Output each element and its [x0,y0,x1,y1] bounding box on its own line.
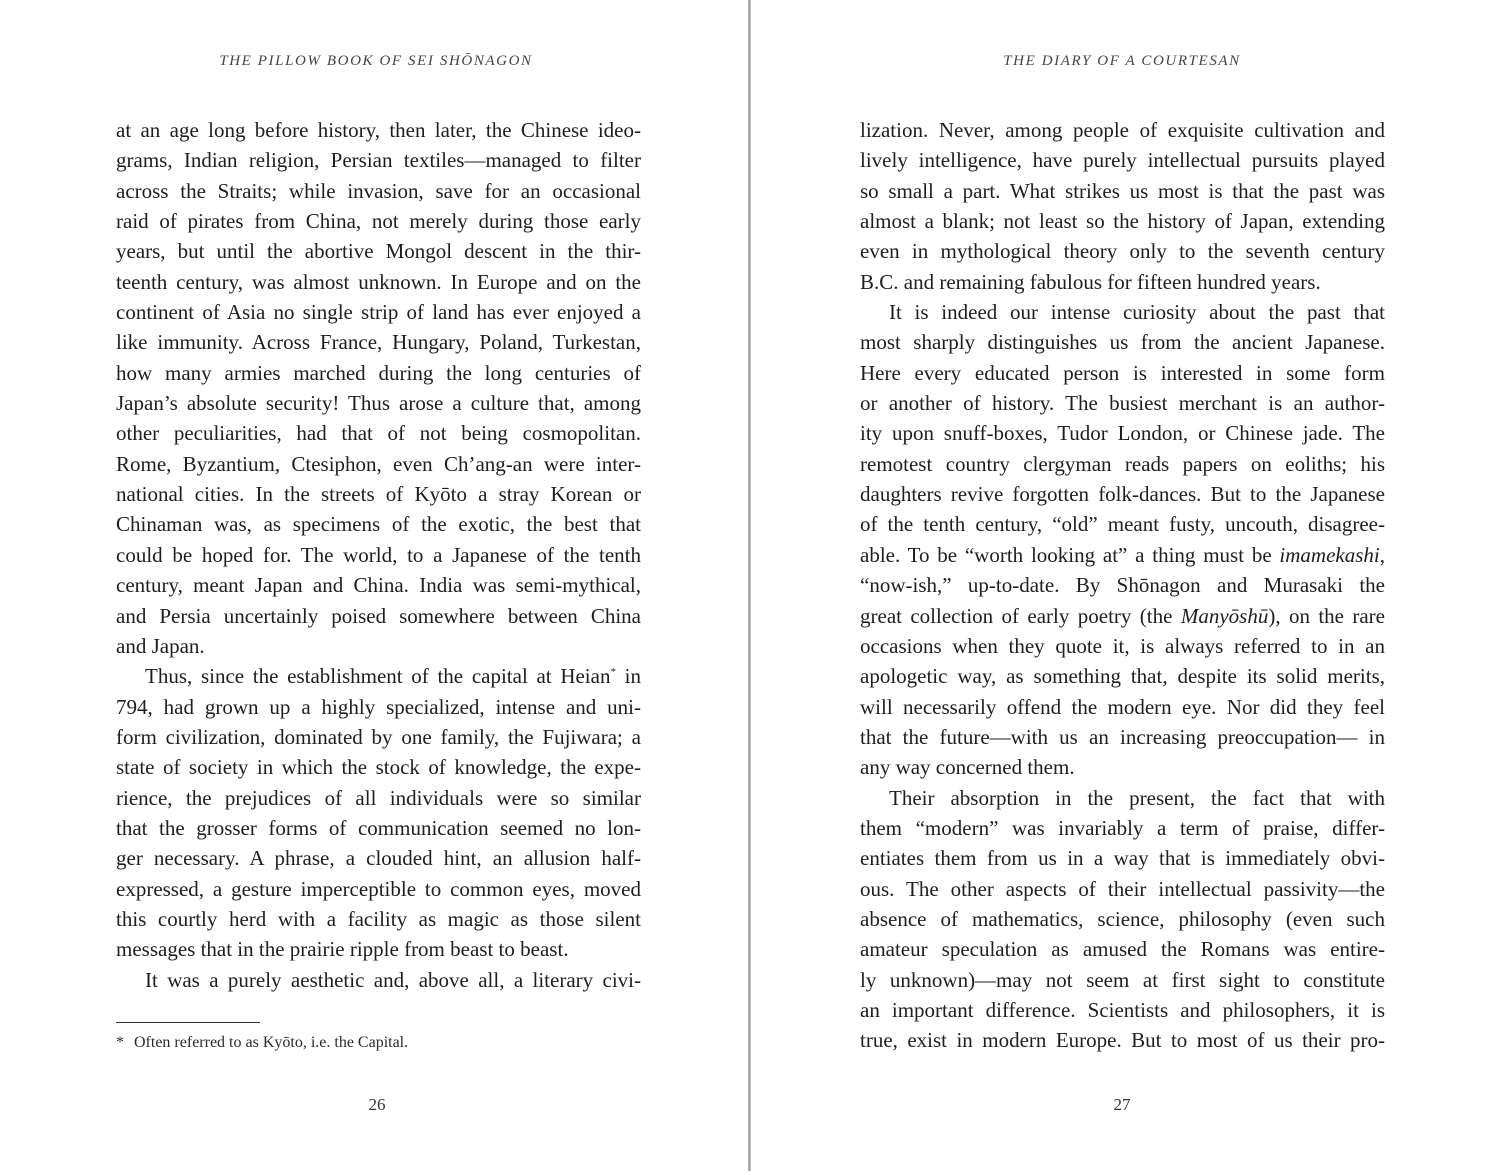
running-head-right: THE DIARY OF A COURTESAN [1003,53,1241,69]
line-text: great collection of early poetry (the [860,603,1181,628]
text-line: teenth century, was almost unknown. In Europe and on the [116,269,641,294]
text-line: state of society in which the stock of knowledge, the expe- [116,755,641,780]
text-line: ly unknown)—may not seem at first sight to constitute [860,967,1385,992]
text-line: Rome, Byzantium, Ctesiphon, even Ch’ang-an were inter- [116,451,641,476]
footnote-reference: * [610,666,616,679]
text-line: Their absorption in the present, the fact that with [889,785,1385,810]
running-head-left: THE PILLOW BOOK OF SEI SHŌNAGON [219,53,533,69]
text-line: B.C. and remaining fabulous for fifteen hundred years. [860,269,1321,294]
text-line: occasions when they quote it, is always referred to in an [860,633,1385,658]
line-text: able. To be “worth looking at” a thing must be [860,542,1280,567]
text-line: at an age long before history, then later, the Chinese ideo- [116,118,641,142]
text-line: ity upon snuff-boxes, Tudor London, or Chinese jade. The [860,421,1385,446]
text-line [860,540,1385,570]
text-line: or another of history. The busiest merchant is an author- [860,391,1385,416]
text-line: any way concerned them. [860,755,1075,780]
text-line: will necessarily offend the modern eye. Nor did they feel [860,694,1385,719]
text-line: remotest country clergyman reads papers on eoliths; his [860,451,1385,476]
line-text-tail: , [1379,542,1385,567]
right-body-text [860,115,1385,1056]
text-line: apologetic way, as something that, despite its solid merits, [860,664,1385,689]
text-line: lization. Never, among people of exquisite cultivation and [860,118,1385,142]
text-line: could be hoped for. The world, to a Japanese of the tenth [116,542,641,567]
text-line: years, but until the abortive Mongol descent in the thir- [116,239,641,264]
text-line: lively intelligence, have purely intellectual pursuits played [860,148,1385,173]
text-line: an important difference. Scientists and philosophers, it is [860,997,1385,1022]
text-line: century, meant Japan and China. India was semi-mythical, [116,573,641,598]
right-page [752,0,1500,1171]
text-line: and Persia uncertainly poised somewhere between China [116,603,641,628]
book-gutter [748,0,751,1171]
text-line: Japan’s absolute security! Thus arose a culture that, among [116,391,641,416]
left-body-text [116,115,641,995]
page-number-left: 26 [368,1095,386,1114]
footnote [116,1034,408,1052]
text-line: ger necessary. A phrase, a clouded hint, an allusion half- [116,846,641,871]
text-line: even in mythological theory only to the seventh century [860,239,1385,264]
text-line: messages that in the prairie ripple from beast to beast. [116,937,569,962]
text-line: “now-ish,” up-to-date. By Shōnagon and Murasaki the [860,573,1385,598]
footnote-symbol: * [116,1034,124,1051]
text-line: true, exist in modern Europe. But to most of us their pro- [860,1028,1385,1053]
text-line: It is indeed our intense curiosity about the past that [889,300,1385,325]
line-text-tail: ), on the rare [1268,603,1386,628]
footnote-text: Often referred to as Kyōto, i.e. the Capital. [134,1034,409,1051]
italic-term: imamekashi [1279,542,1380,567]
text-line: continent of Asia no single strip of land has ever enjoyed a [116,300,641,325]
text-line: grams, Indian religion, Persian textiles—managed to filter [116,148,641,173]
page-number-right: 27 [1113,1095,1131,1114]
text-line: entiates them from us in a way that is immediately obvi- [860,846,1385,871]
left-page [0,0,748,1171]
text-line: almost a blank; not least so the history of Japan, extending [860,209,1385,234]
text-line: across the Straits; while invasion, save for an occasional [116,178,641,203]
text-line: form civilization, dominated by one family, the Fujiwara; a [116,724,641,749]
text-line: that the future—with us an increasing preoccupation— in [860,724,1385,749]
text-line: of the tenth century, “old” meant fusty, uncouth, disagree- [860,512,1385,537]
text-line: national cities. In the streets of Kyōto a stray Korean or [116,482,641,507]
text-line: most sharply distinguishes us from the ancient Japanese. [860,330,1385,355]
text-line: 794, had grown up a highly specialized, intense and uni- [116,694,641,719]
text-line: and Japan. [116,633,205,658]
text-line: so small a part. What strikes us most is that the past was [860,178,1385,203]
footnote-divider [116,1022,260,1023]
text-line: amateur speculation as amused the Romans was entire- [860,937,1385,962]
italic-term: Manyōshū [1180,603,1269,628]
text-line: them “modern” was invariably a term of praise, differ- [860,815,1385,840]
text-line: this courtly herd with a facility as magic as those silent [116,906,641,931]
text-line: Here every educated person is interested in some form [860,360,1385,385]
text-line: Chinaman was, as specimens of the exotic, the best that [116,512,641,537]
text-line: daughters revive forgotten folk-dances. But to the Japanese [860,482,1385,507]
text-line: how many armies marched during the long centuries of [116,360,641,385]
text-line: ous. The other aspects of their intellectual passivity—the [860,876,1385,901]
text-line [116,661,641,691]
text-line: expressed, a gesture imperceptible to common eyes, moved [116,876,641,901]
text-line: other peculiarities, had that of not being cosmopolitan. [116,421,641,446]
text-line: rience, the prejudices of all individuals were so similar [116,785,641,810]
text-line: absence of mathematics, science, philosophy (even such [860,906,1385,931]
text-line: It was a purely aesthetic and, above all, a literary civi- [145,967,641,992]
line-text-tail: in [615,664,641,689]
line-text: Thus, since the establishment of the capital at Heian [145,664,611,689]
text-line: raid of pirates from China, not merely during those early [116,209,641,234]
text-line [860,601,1385,631]
text-line: that the grosser forms of communication seemed no lon- [116,815,641,840]
text-line: like immunity. Across France, Hungary, Poland, Turkestan, [116,330,641,355]
